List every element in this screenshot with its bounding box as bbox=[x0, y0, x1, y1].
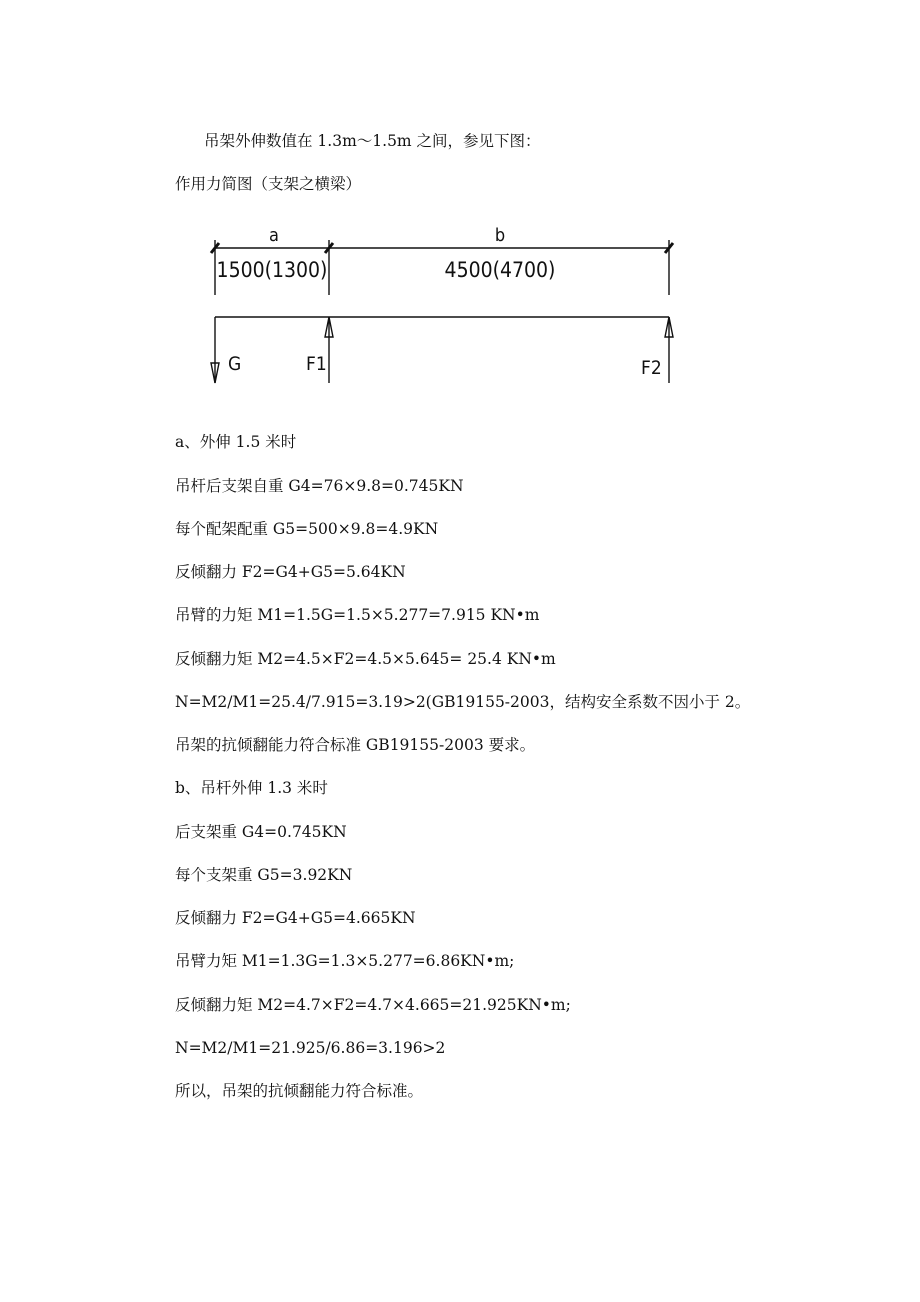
conclusion: 所以，吊架的抗倾翻能力符合标准。 bbox=[175, 1082, 424, 1100]
case-b-line: 吊臂力矩 M1=1.3G=1.3×5.277=6.86KN•m; bbox=[175, 952, 515, 970]
intro-paragraph: 吊架外伸数值在 1.3m～1.5m 之间，参见下图： bbox=[204, 132, 541, 150]
case-b-line: 后支架重 G4=0.745KN bbox=[175, 823, 347, 841]
case-a-line: 每个配架配重 G5=500×9.8=4.9KN bbox=[175, 520, 439, 538]
dimension-b: 4500(4700) bbox=[444, 258, 556, 282]
case-a-line: N=M2/M1=25.4/7.915=3.19>2(GB19155-2003，结构安全系数不因小于 2。 bbox=[175, 693, 751, 711]
case-b-line: N=M2/M1=21.925/6.86=3.196>2 bbox=[175, 1039, 446, 1057]
case-b-line: 每个支架重 G5=3.92KN bbox=[175, 866, 353, 884]
force-diagram bbox=[200, 215, 690, 390]
case-a-line: 吊臂的力矩 M1=1.5G=1.5×5.277=7.915 KN•m bbox=[175, 606, 540, 624]
force-g-label: G bbox=[228, 353, 242, 375]
case-a-line: 吊架的抗倾翻能力符合标准 GB19155-2003 要求。 bbox=[175, 736, 536, 754]
case-b-line: 反倾翻力矩 M2=4.7×F2=4.7×4.665=21.925KN•m; bbox=[175, 996, 571, 1014]
force-f1-label: F1 bbox=[306, 353, 327, 375]
case-b-line: 反倾翻力 F2=G4+G5=4.665KN bbox=[175, 909, 416, 927]
case-a-line: 反倾翻力 F2=G4+G5=5.64KN bbox=[175, 563, 406, 581]
case-b-heading: b、吊杆外伸 1.3 米时 bbox=[175, 779, 328, 797]
diagram-title: 作用力简图（支架之横梁） bbox=[175, 175, 362, 193]
label-a: a bbox=[269, 225, 279, 246]
label-b: b bbox=[494, 225, 506, 246]
case-a-line: 吊杆后支架自重 G4=76×9.8=0.745KN bbox=[175, 477, 464, 495]
case-a-line: 反倾翻力矩 M2=4.5×F2=4.5×5.645= 25.4 KN•m bbox=[175, 650, 556, 668]
force-f2-label: F2 bbox=[641, 357, 662, 379]
case-a-heading: a、外伸 1.5 米时 bbox=[175, 433, 297, 451]
dimension-a: 1500(1300) bbox=[216, 258, 328, 282]
